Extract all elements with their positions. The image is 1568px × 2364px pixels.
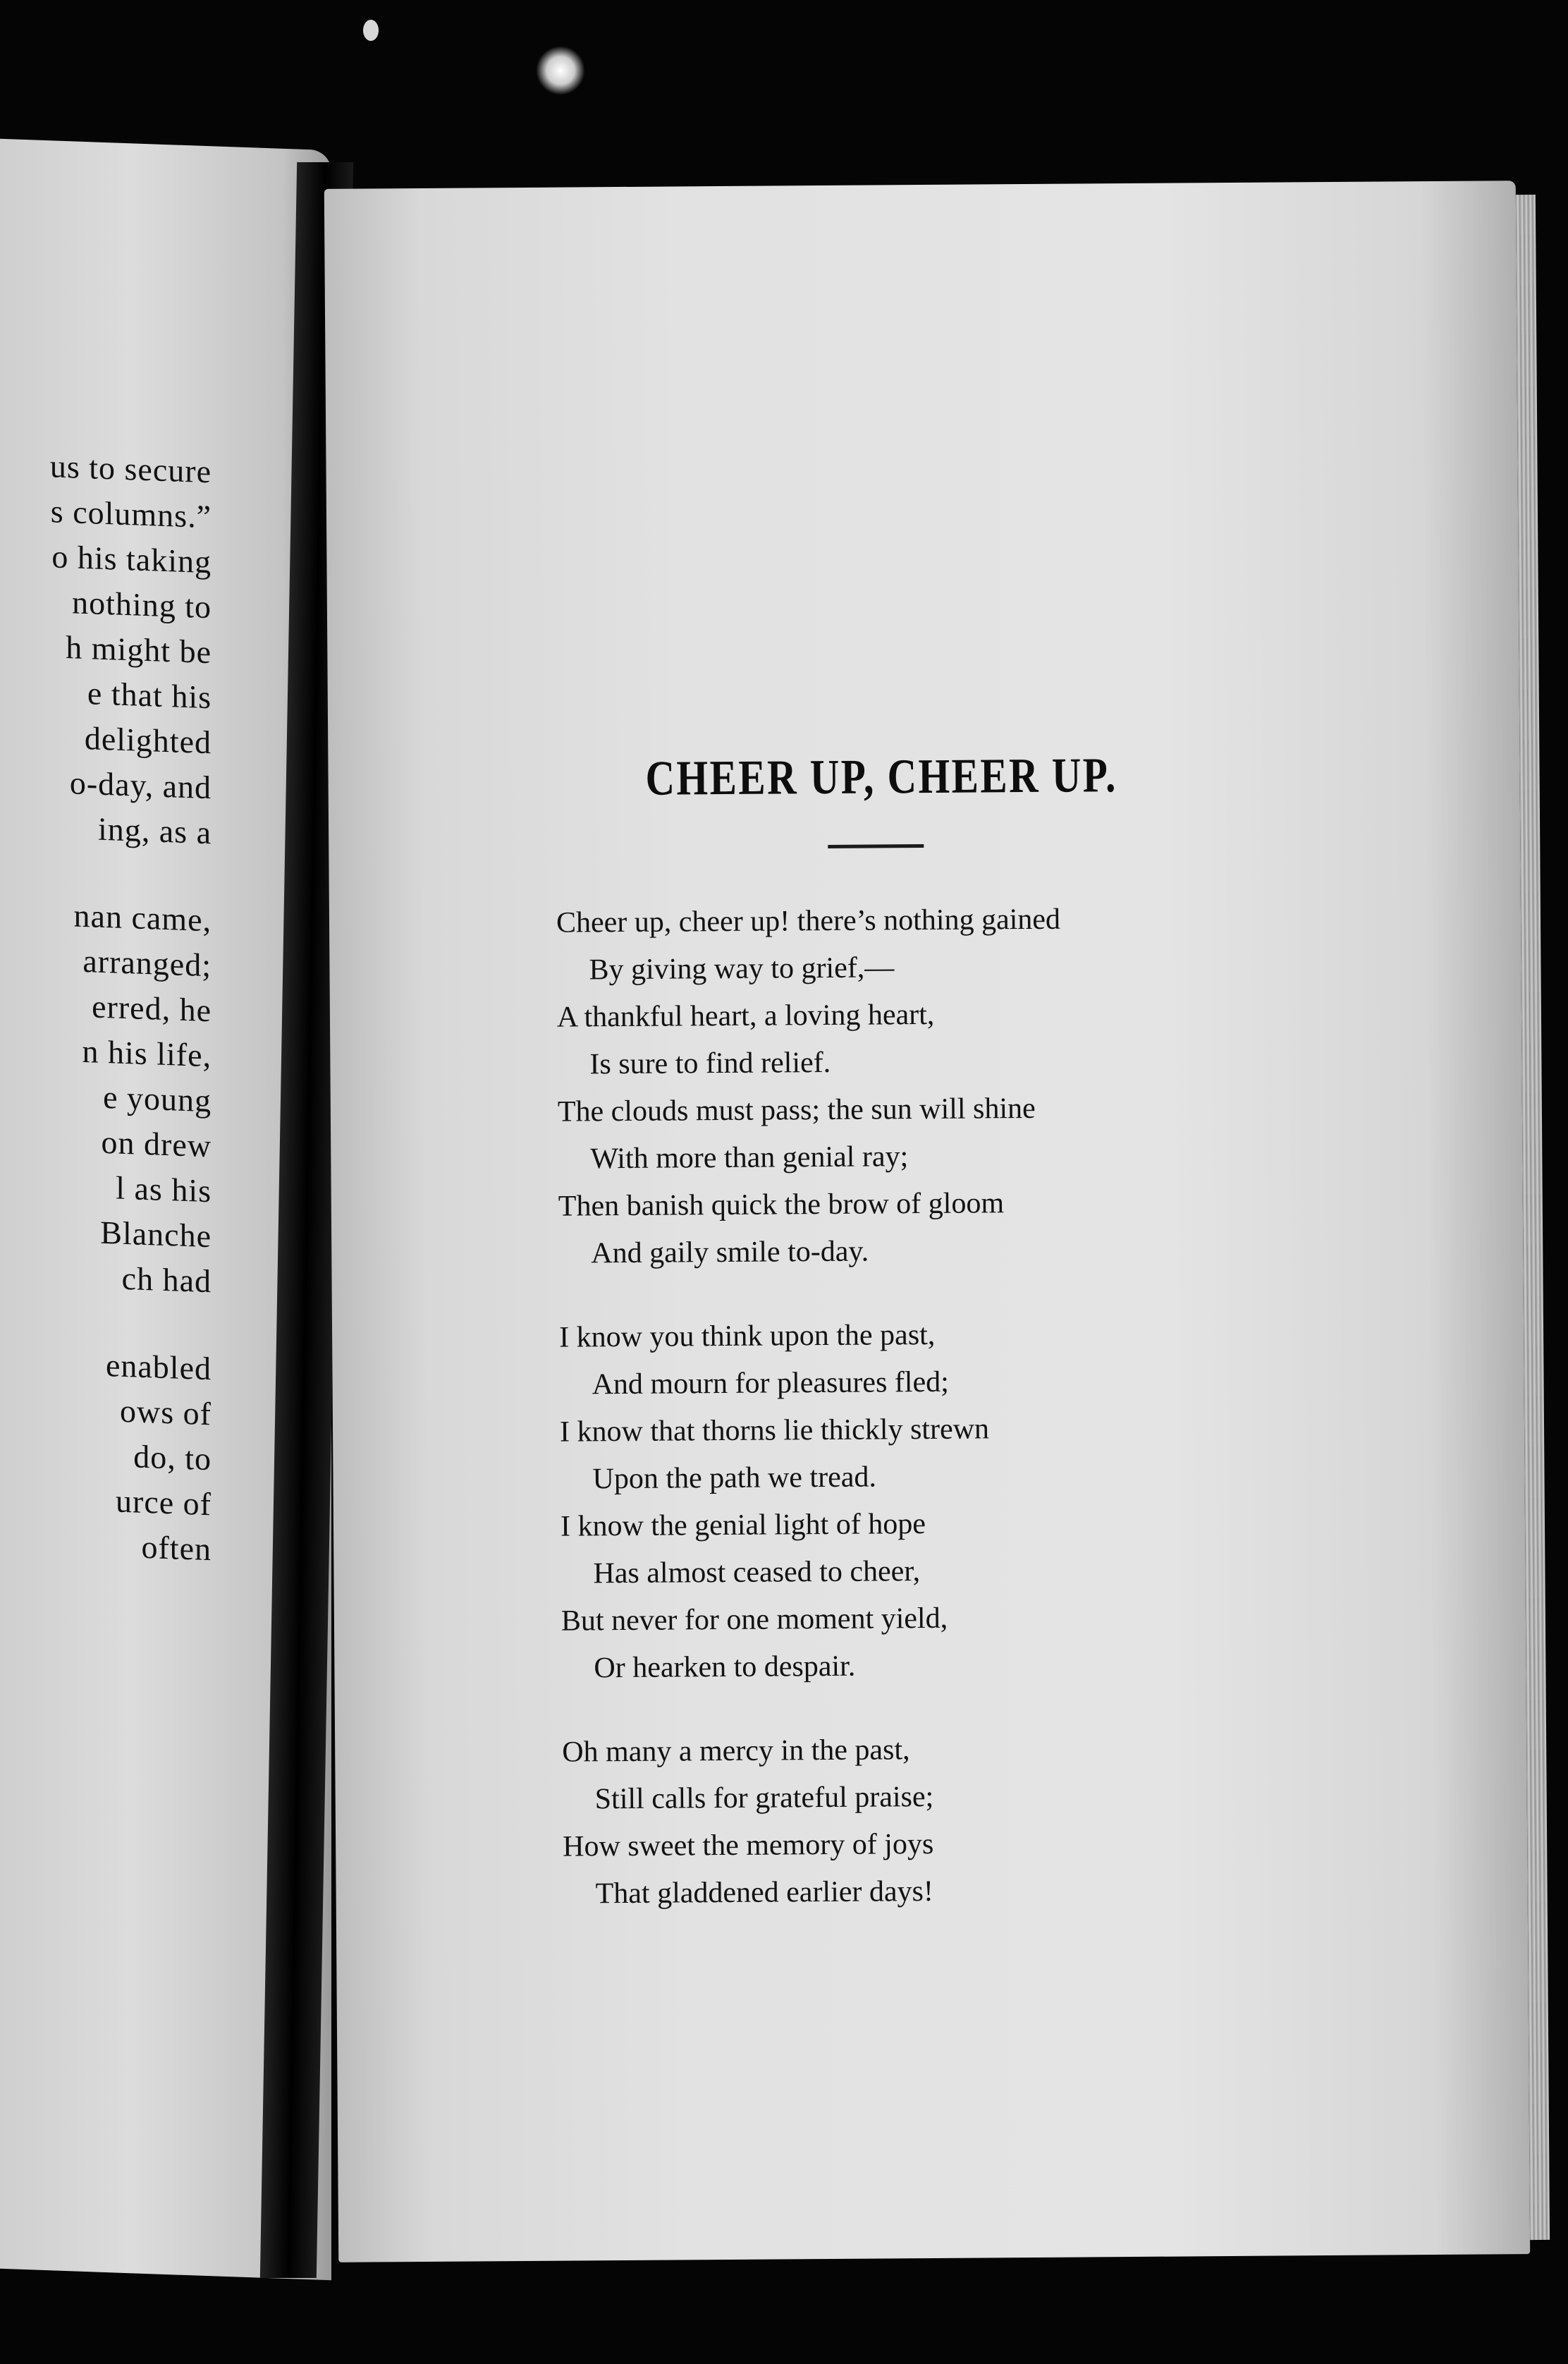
left-line: ch had bbox=[121, 1260, 212, 1300]
left-line: delighted bbox=[84, 719, 212, 761]
left-line: often bbox=[141, 1528, 212, 1568]
left-line: n his life, bbox=[82, 1032, 212, 1074]
left-line: us to secure bbox=[49, 448, 212, 490]
poem-line: A thankful heart, a loving heart, bbox=[556, 998, 935, 1034]
poem-line: I know the genial light of hope bbox=[560, 1508, 926, 1543]
poem-line: The clouds must pass; the sun will shine bbox=[557, 1092, 1036, 1128]
poem-line: Is sure to find relief. bbox=[589, 1046, 831, 1081]
left-line: o his taking bbox=[51, 538, 212, 580]
poem-line: With more than genial ray; bbox=[590, 1140, 909, 1176]
left-line: ing, as a bbox=[97, 810, 212, 851]
left-line: urce of bbox=[116, 1482, 212, 1523]
left-line: o-day, and bbox=[69, 764, 212, 806]
left-page-text bbox=[0, 442, 212, 1572]
left-line: h might be bbox=[66, 629, 212, 671]
poem-line: And mourn for pleasures fled; bbox=[592, 1365, 949, 1401]
left-line: nothing to bbox=[72, 584, 212, 626]
left-line: s columns.” bbox=[50, 493, 212, 535]
poem-line: Upon the path we tread. bbox=[592, 1461, 877, 1496]
poem-line: And gaily smile to-day. bbox=[591, 1235, 869, 1270]
poem-line: Still calls for grateful praise; bbox=[594, 1780, 934, 1816]
left-line: ows of bbox=[120, 1392, 212, 1432]
page-edge bbox=[1516, 195, 1550, 2240]
poem-line: Or hearken to despair. bbox=[594, 1650, 856, 1685]
left-line: on drew bbox=[101, 1123, 212, 1164]
poem-line: How sweet the memory of joys bbox=[563, 1827, 934, 1863]
left-line: enabled bbox=[105, 1347, 212, 1387]
poem-line: I know that thorns lie thickly strewn bbox=[559, 1413, 990, 1449]
poem-line: Oh many a mercy in the past, bbox=[562, 1734, 910, 1769]
stanza bbox=[559, 1308, 1408, 1692]
right-page bbox=[324, 181, 1530, 2262]
dust-speck bbox=[536, 46, 585, 95]
poem-line: By giving way to grief,— bbox=[589, 951, 895, 987]
dust-speck bbox=[363, 20, 379, 41]
left-line: e young bbox=[103, 1078, 212, 1119]
poem-line: Has almost ceased to cheer, bbox=[593, 1555, 921, 1590]
left-line: l as his bbox=[116, 1169, 212, 1210]
poem-title: CHEER UP, CHEER UP. bbox=[645, 748, 1118, 806]
stanza bbox=[556, 894, 1405, 1277]
left-line: e that his bbox=[87, 675, 212, 716]
title-rule bbox=[828, 844, 924, 848]
left-line: Blanche bbox=[100, 1214, 212, 1255]
left-line: nan came, bbox=[73, 897, 212, 939]
left-line: erred, he bbox=[92, 988, 212, 1029]
stanza bbox=[562, 1723, 1409, 1918]
poem-line: Then banish quick the brow of gloom bbox=[558, 1187, 1005, 1223]
poem-line: Cheer up, cheer up! there’s nothing gained bbox=[556, 903, 1061, 939]
left-line: do, to bbox=[133, 1438, 212, 1478]
poem-line: But never for one moment yield, bbox=[561, 1602, 948, 1638]
left-line: arranged; bbox=[82, 942, 212, 984]
poem-body bbox=[556, 894, 1409, 1954]
poem-line: I know you think upon the past, bbox=[558, 1318, 936, 1354]
poem-line: That gladdened earlier days! bbox=[595, 1875, 934, 1911]
